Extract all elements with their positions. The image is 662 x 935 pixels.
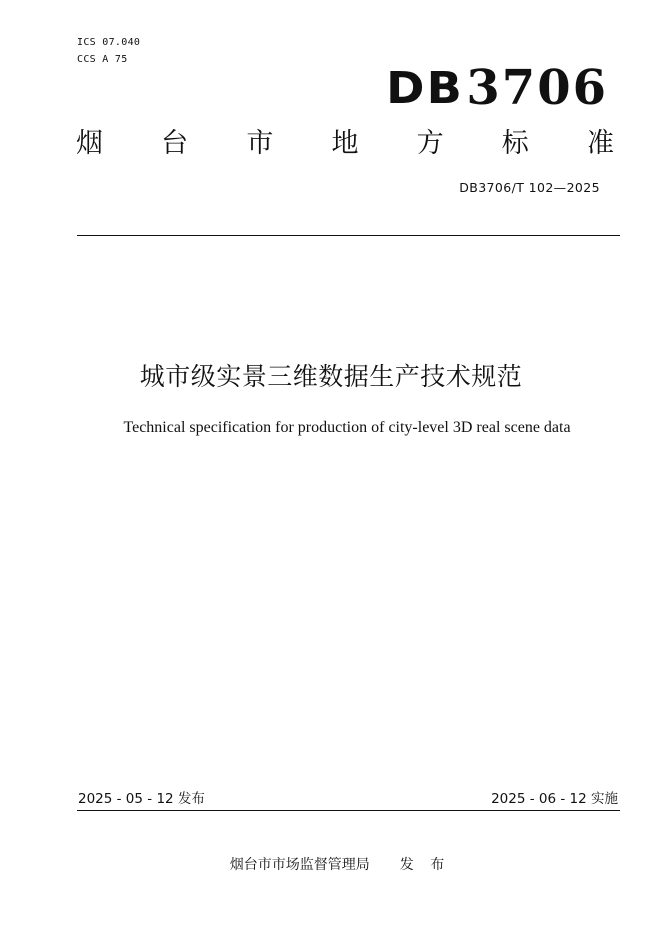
issuer-name: 烟台市市场监督管理局: [229, 857, 370, 873]
footer-divider: [77, 810, 620, 811]
standard-type-heading: [76, 124, 614, 164]
header-divider: [77, 235, 620, 236]
standard-type-char: 烟: [76, 128, 103, 159]
standard-type-char: 标: [501, 128, 529, 159]
ccs-code: CCS A 75: [77, 54, 128, 65]
standard-type-char: 市: [246, 128, 274, 159]
standard-type-char: 地: [331, 128, 359, 159]
standard-type-char: 台: [161, 128, 189, 159]
document-title-cn: 城市级实景三维数据生产技术规范: [139, 362, 523, 391]
release-date: 2025 - 05 - 12 发布: [78, 791, 205, 807]
standard-number: DB3706/T 102—2025: [459, 180, 600, 195]
implementation-date: 2025 - 06 - 12 实施: [491, 791, 618, 807]
standard-code-logo: [388, 56, 608, 120]
issuer-action: 发 布: [399, 857, 451, 873]
date-row: [78, 788, 618, 810]
ics-code: ICS 07.040: [77, 37, 141, 48]
issuing-authority: [0, 853, 662, 877]
standard-type-char: 方: [416, 128, 444, 159]
document-title-en: Technical specification for production of city-level 3D real scene data: [123, 419, 571, 436]
logo-prefix: DB: [386, 62, 465, 114]
standard-type-char: 准: [586, 128, 614, 159]
logo-code: 3706: [466, 60, 608, 116]
classification-codes: [77, 34, 140, 68]
